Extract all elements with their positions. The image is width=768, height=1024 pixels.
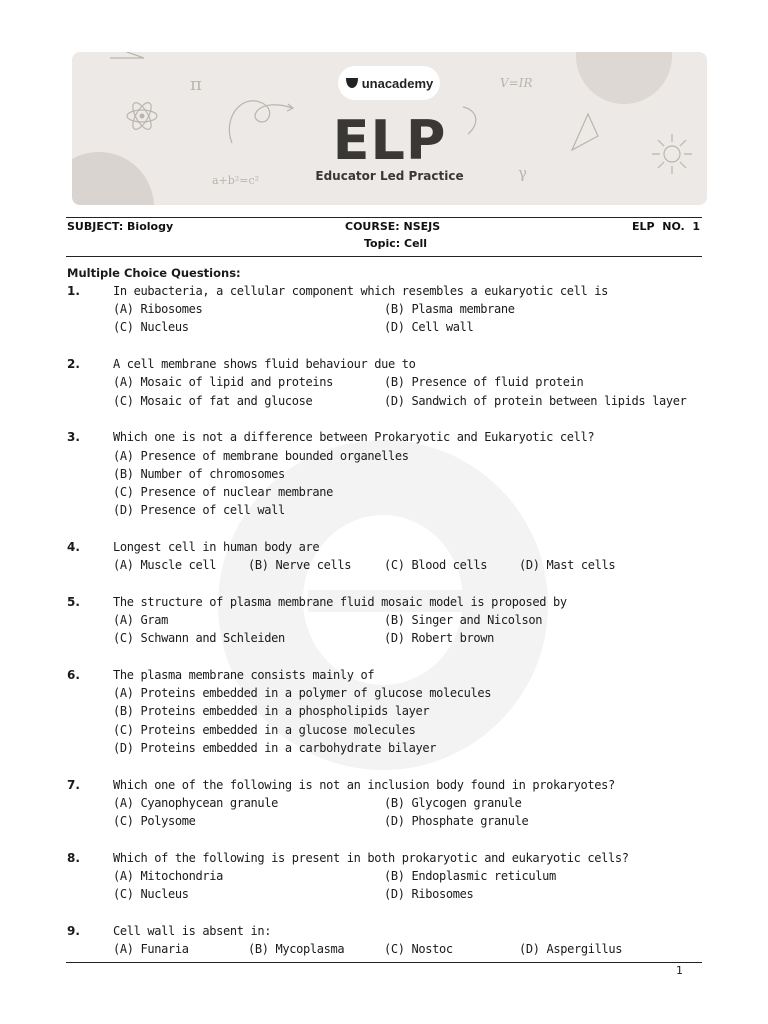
course-label: COURSE: NSEJS [345,220,441,233]
option-d: (D) Robert brown [384,631,494,646]
option-b: (B) Nerve cells [248,558,352,573]
option-b: (B) Presence of fluid protein [384,375,584,390]
question-7 [67,776,707,831]
header-banner [72,52,707,205]
question-number: 4. [67,539,80,554]
option-d: (D) Sandwich of protein between lipids layer [384,393,687,408]
question-4 [67,538,707,574]
question-text: The plasma membrane consists mainly of [113,667,375,682]
question-text: Which one of the following is not an inclusion body found in prokaryotes? [113,777,615,792]
option-d: (D) Aspergillus [519,942,623,956]
banner-subtitle: Educator Led Practice [315,169,464,183]
topic-label: Topic: Cell [364,237,428,250]
option-c: (C) Proteins embedded in a glucose molecules [113,722,416,737]
pythagoras-doodle: a+b²=c² [212,174,260,187]
subject-label: SUBJECT: Biology [67,220,174,233]
question-5 [67,593,707,648]
question-6 [67,666,707,757]
question-number: 5. [67,594,80,609]
option-a: (A) Funaria [113,942,189,956]
option-a: (A) Gram [113,613,168,627]
option-a: (A) Muscle cell [113,558,217,573]
option-a: (A) Presence of membrane bounded organelles [113,448,409,463]
question-list [67,264,707,977]
option-b: (B) Proteins embedded in a phospholipids layer [113,704,430,719]
option-c: (C) Polysome [113,813,196,828]
option-a: (A) Mosaic of lipid and proteins [113,375,333,390]
option-a: (A) Proteins embedded in a polymer of glucose molecules [113,686,492,701]
option-b: (B) Singer and Nicolson [384,613,543,627]
option-b: (B) Number of chromosomes [113,466,285,481]
question-number: 9. [67,923,80,938]
ruler-doodle-icon [108,52,148,62]
question-number: 8. [67,850,80,865]
header-bottom-rule [66,256,702,257]
unacademy-logo-icon [345,77,359,89]
option-c: (C) Nucleus [113,320,189,335]
option-d: (D) Mast cells [519,558,616,573]
banner-decor-circle [576,52,672,104]
unacademy-logo [338,66,440,100]
question-text: In eubacteria, a cellular component which resembles a eukaryotic cell is [113,284,608,298]
option-c: (C) Blood cells [384,558,488,573]
option-b: (B) Plasma membrane [384,302,515,317]
option-d: (D) Phosphate granule [384,813,529,828]
ohms-law-doodle: V=IR [500,76,533,90]
footer-rule [66,962,702,963]
option-c: (C) Nucleus [113,887,189,902]
option-d: (D) Presence of cell wall [113,503,285,518]
question-3 [67,428,707,519]
option-d: (D) Ribosomes [384,887,474,902]
question-number: 3. [67,430,80,445]
section-heading: Multiple Choice Questions: [67,266,241,280]
header-top-rule [66,217,702,218]
gamma-doodle: γ [518,164,527,182]
option-c: (C) Presence of nuclear membrane [113,484,333,499]
logo-text: unacademy [361,75,434,91]
option-a: (A) Ribosomes [113,302,203,317]
question-9 [67,922,707,958]
question-1 [67,282,707,337]
question-number: 1. [67,284,80,298]
question-text: Which one is not a difference between Prokaryotic and Eukaryotic cell? [113,430,595,445]
question-text: Longest cell in human body are [113,539,320,554]
elp-number-label: ELP NO. 1 [632,220,701,233]
pi-doodle: π [190,74,202,95]
option-d: (D) Proteins embedded in a carbohydrate bilayer [113,740,437,755]
question-text: The structure of plasma membrane fluid mosaic model is proposed by [113,594,567,609]
page-number: 1 [676,964,683,977]
question-text: A cell membrane shows fluid behaviour due to [113,357,416,372]
option-b: (B) Mycoplasma [248,942,345,956]
question-number: 7. [67,777,80,792]
option-c: (C) Schwann and Schleiden [113,631,285,646]
option-a: (A) Cyanophycean granule [113,795,278,810]
banner-title: ELP [332,109,447,172]
option-b: (B) Glycogen granule [384,795,522,810]
question-text: Which of the following is present in both prokaryotic and eukaryotic cells? [113,850,629,865]
question-2 [67,355,707,410]
option-c: (C) Nostoc [384,942,453,956]
question-8 [67,849,707,904]
option-d: (D) Cell wall [384,320,474,335]
question-number: 6. [67,667,80,682]
question-text: Cell wall is absent in: [113,923,272,938]
option-a: (A) Mitochondria [113,868,223,883]
question-number: 2. [67,357,80,372]
option-b: (B) Endoplasmic reticulum [384,868,556,883]
option-c: (C) Mosaic of fat and glucose [113,393,313,408]
